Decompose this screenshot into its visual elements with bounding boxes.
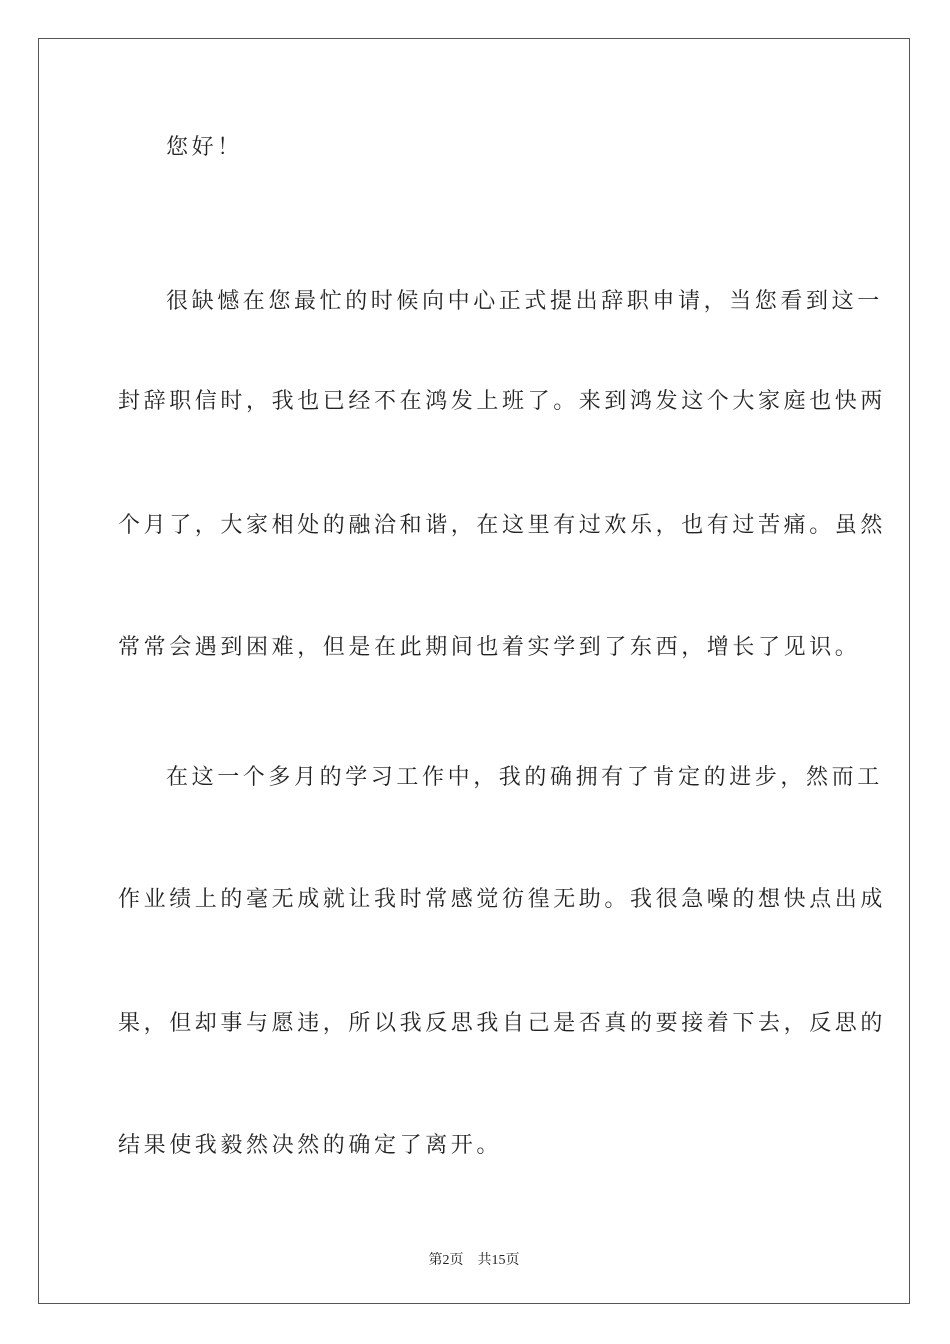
paragraph-line: 作业绩上的毫无成就让我时常感觉彷徨无助。我很急噪的想快点出成 xyxy=(118,887,887,912)
paragraph-line: 个月了，大家相处的融洽和谐，在这里有过欢乐，也有过苦痛。虽然 xyxy=(118,513,887,538)
paragraph-line: 很缺憾在您最忙的时候向中心正式提出辞职申请，当您看到这一 xyxy=(166,289,883,314)
greeting-line: 您好！ xyxy=(166,135,243,160)
paragraph-line: 常常会遇到困难，但是在此期间也着实学到了东西，增长了见识。 xyxy=(118,635,861,660)
paragraph-line: 在这一个多月的学习工作中，我的确拥有了肯定的进步，然而工 xyxy=(166,765,883,790)
page-footer xyxy=(39,1249,909,1269)
paragraph-line: 结果使我毅然决然的确定了离开。 xyxy=(118,1133,503,1158)
page-number: 第2页 xyxy=(428,1253,464,1268)
paragraph-line: 果，但却事与愿违，所以我反思我自己是否真的要接着下去，反思的 xyxy=(118,1011,887,1036)
paragraph-line: 封辞职信时，我也已经不在鸿发上班了。来到鸿发这个大家庭也快两 xyxy=(118,389,887,414)
document-page xyxy=(38,38,910,1304)
page-total: 共15页 xyxy=(477,1253,520,1268)
